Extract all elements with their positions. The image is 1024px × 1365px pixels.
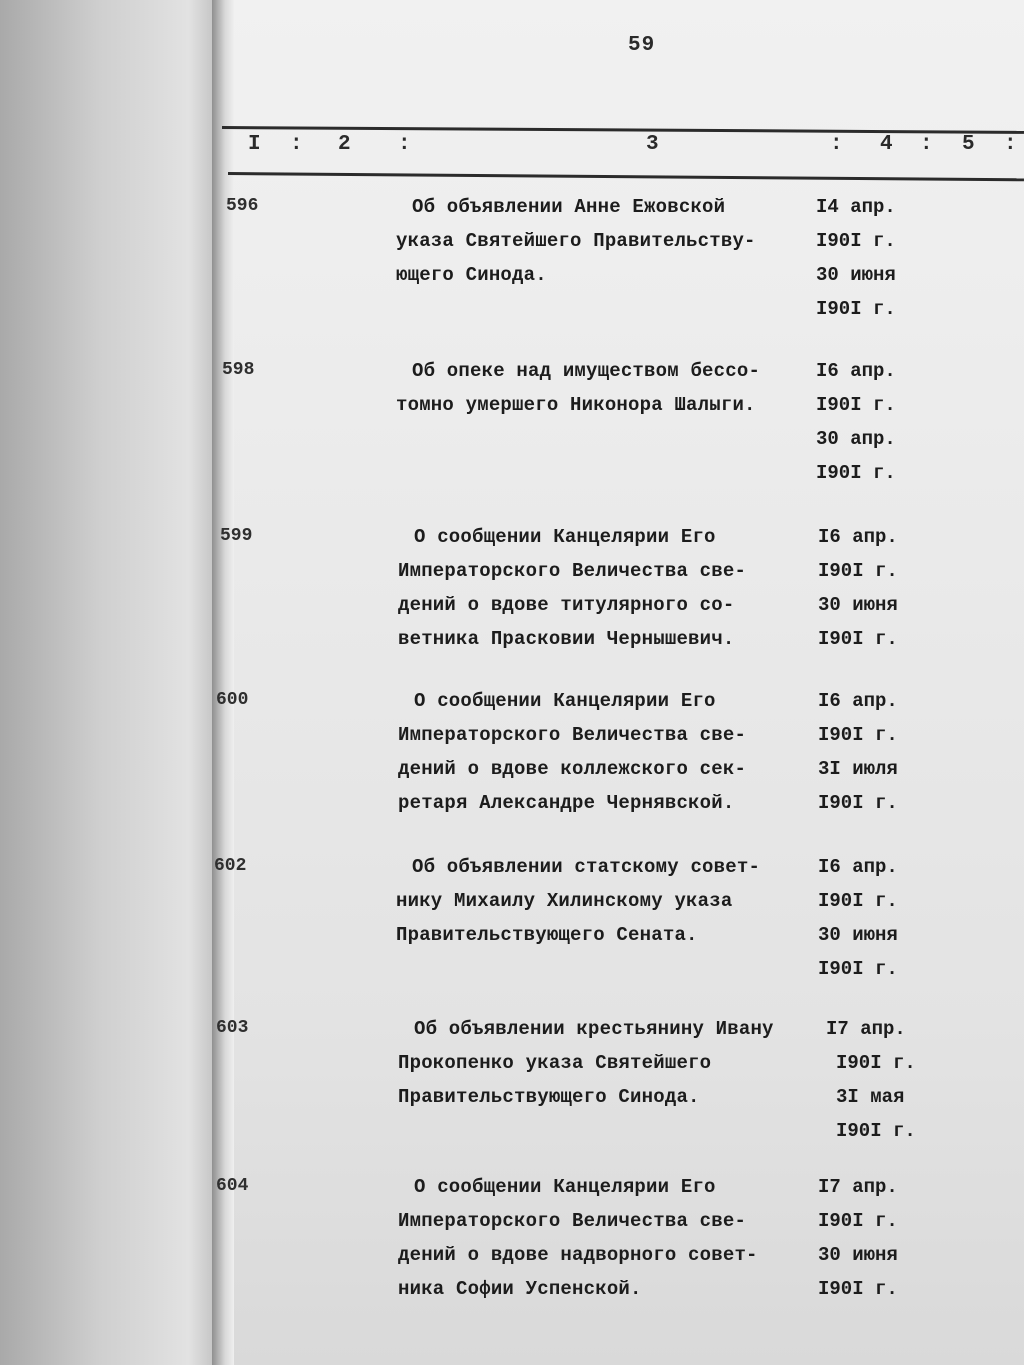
entry-date-day: 3I мая	[836, 1086, 905, 1108]
column-separator: :	[290, 133, 303, 156]
entry-date-year: I90I г.	[836, 1120, 916, 1142]
entry-date-year: I90I г.	[818, 560, 898, 582]
entry-description-line: Об объявлении крестьянину Ивану	[414, 1018, 774, 1040]
entry-date-day: I6 апр.	[818, 856, 898, 878]
entry-date-year: I90I г.	[818, 724, 898, 746]
column-separator: :	[920, 133, 933, 156]
entry-description-line: Императорского Величества све-	[398, 1210, 747, 1232]
entry-description-line: ветника Прасковии Чернышевич.	[398, 628, 735, 650]
entry-description-line: Правительствующего Синода.	[398, 1086, 700, 1108]
column-header-3: 3	[646, 133, 659, 156]
entry-description-line: дений о вдове коллежского сек-	[398, 758, 747, 780]
entry-date-year: I90I г.	[818, 890, 898, 912]
entry-date-day: 30 апр.	[816, 428, 896, 450]
column-separator: :	[830, 133, 843, 156]
entry-date-day: I4 апр.	[816, 196, 896, 218]
entry-date-year: I90I г.	[818, 1210, 898, 1232]
entry-description-line: Об объявлении статскому совет-	[412, 856, 761, 878]
entry-description-line: указа Святейшего Правительству-	[396, 230, 756, 252]
entry-date-year: I90I г.	[836, 1052, 916, 1074]
entry-description-line: Об опеке над имуществом бессо-	[412, 360, 761, 382]
entry-description-line: О сообщении Канцелярии Его	[414, 690, 716, 712]
entry-number: 602	[214, 856, 247, 876]
entry-number: 599	[220, 526, 253, 546]
entry-date-day: 30 июня	[818, 924, 898, 946]
archive-entry	[0, 1018, 1024, 1188]
archive-entry	[0, 1176, 1024, 1346]
entry-date-day: 30 июня	[818, 1244, 898, 1266]
archive-entry	[0, 360, 1024, 530]
column-separator: :	[1004, 133, 1017, 156]
archive-entry	[0, 690, 1024, 860]
entry-number: 600	[216, 690, 249, 710]
archive-entry	[0, 526, 1024, 696]
entry-description-line: дений о вдове титулярного со-	[398, 594, 735, 616]
entry-description-line: Об объявлении Анне Ежовской	[412, 196, 726, 218]
entry-description-line: ника Софии Успенской.	[398, 1278, 642, 1300]
entry-date-year: I90I г.	[818, 958, 898, 980]
entry-description-line: ретаря Александре Чернявской.	[398, 792, 735, 814]
entry-description-line: томно умершего Никонора Шалыги.	[396, 394, 756, 416]
entry-number: 604	[216, 1176, 249, 1196]
entry-description-line: нику Михаилу Хилинскому указа	[396, 890, 733, 912]
entry-date-year: I90I г.	[816, 298, 896, 320]
entry-number: 603	[216, 1018, 249, 1038]
column-header-5: 5	[962, 133, 975, 156]
entry-date-day: I7 апр.	[818, 1176, 898, 1198]
column-header-1: I	[248, 133, 261, 156]
archive-entry	[0, 196, 1024, 366]
entry-date-year: I90I г.	[816, 462, 896, 484]
entry-date-day: 30 июня	[818, 594, 898, 616]
entry-date-year: I90I г.	[816, 394, 896, 416]
entry-number: 598	[222, 360, 255, 380]
entry-description-line: О сообщении Канцелярии Его	[414, 526, 716, 548]
entry-date-year: I90I г.	[818, 1278, 898, 1300]
entry-date-day: I6 апр.	[818, 690, 898, 712]
archive-entry	[0, 856, 1024, 1026]
entry-description-line: дений о вдове надворного совет-	[398, 1244, 758, 1266]
entry-date-year: I90I г.	[818, 792, 898, 814]
column-header-4: 4	[880, 133, 893, 156]
entry-description-line: Прокопенко указа Святейшего	[398, 1052, 712, 1074]
page-number: 59	[628, 34, 656, 57]
entry-date-day: I6 апр.	[816, 360, 896, 382]
entry-description-line: Императорского Величества све-	[398, 560, 747, 582]
entry-date-day: 3I июля	[818, 758, 898, 780]
entry-description-line: ющего Синода.	[396, 264, 547, 286]
entry-date-day: 30 июня	[816, 264, 896, 286]
column-separator: :	[398, 133, 411, 156]
entry-date-day: I6 апр.	[818, 526, 898, 548]
entry-number: 596	[226, 196, 259, 216]
column-header-2: 2	[338, 133, 351, 156]
entry-description-line: Императорского Величества све-	[398, 724, 747, 746]
entry-description-line: Правительствующего Сената.	[396, 924, 698, 946]
entry-date-year: I90I г.	[818, 628, 898, 650]
entry-date-day: I7 апр.	[826, 1018, 906, 1040]
entry-date-year: I90I г.	[816, 230, 896, 252]
entry-description-line: О сообщении Канцелярии Его	[414, 1176, 716, 1198]
